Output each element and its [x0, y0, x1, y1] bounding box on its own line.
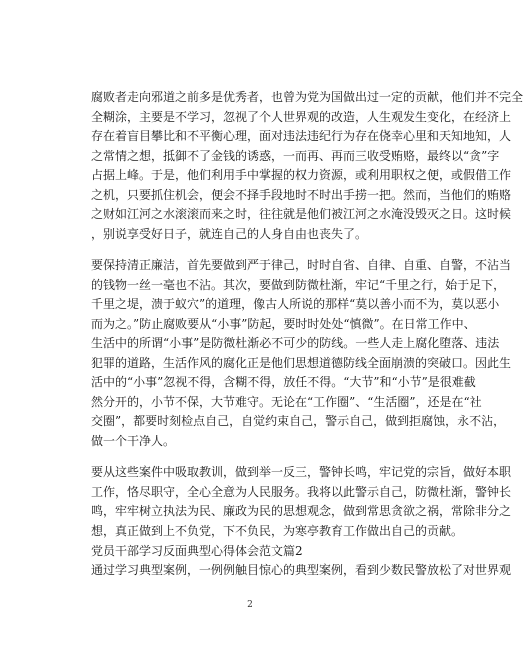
text-line: 要从这些案件中吸取教训，做到举一反三，警钟长鸣，牢记党的宗旨，做好本职 [91, 465, 512, 479]
paragraph-4 [91, 561, 512, 581]
page-number: 2 [247, 600, 253, 610]
text-line: 生活中的所谓“小事”是防微杜渐必不可少的防线。一些人走上腐化堕落、违法 [91, 336, 500, 350]
text-line: ，别说享受好日子，就连自己的人身自由也丧失了。 [91, 226, 368, 241]
text-line: 之财如江河之水滚滚而来之时，往往就是他们被江河之水淹没毁灭之日。这时候 [91, 207, 512, 221]
paragraph-2 [91, 256, 512, 451]
text-line: 之常情之想，抵御不了金钱的诱惑，一而再、再而三收受贿赂，最终以“贪”字 [91, 148, 500, 163]
text-line: 存在着盲目攀比和不平衡心理，面对违法违纪行为存在侥幸心里和天知地知，人 [91, 129, 512, 143]
text-line: 占据上峰。于是，他们利用手中掌握的权力资源，或利用职权之便，或假借工作 [91, 168, 512, 182]
text-line: 鸣，牢牢树立执法为民、廉政为民的思想观念，做到常思贪欲之祸，常除非分之 [91, 504, 512, 518]
text-line: 腐败者走向邪道之前多是优秀者，也曾为党为国做出过一定的贡献，他们并不完全 [91, 90, 523, 104]
text-line: 千里之堤，溃于蚁穴”的道理，像古人所说的那样“莫以善小而不为，莫以恶小 [91, 297, 500, 311]
section-heading [91, 542, 411, 562]
text-line: 然分开的，小节不保，大节难守。无论在“工作圈”、“生活圈”，还是在“社 [91, 394, 482, 409]
text-line: 而为之。”防止腐败要从“小事”防起，要时时处处“慎微”。在日常工作中、 [91, 316, 476, 331]
text-line: 通过学习典型案例，一例例触目惊心的典型案例，看到少数民警放松了对世界观 [91, 563, 512, 577]
text-line: 做一个干净人。 [91, 433, 176, 448]
heading-line: 党员干部学习反面典型心得体会范文篇2 [91, 544, 303, 558]
paragraph-3 [91, 463, 512, 541]
text-line: 的钱物一丝一毫也不沾。其次，要做到防微杜渐，牢记“千里之行，始于足下， [91, 277, 506, 292]
paragraph-1 [91, 88, 523, 244]
text-line: 工作，恪尽职守，全心全意为人民服务。我将以此警示自己，防微杜渐，警钟长 [91, 484, 512, 499]
text-line: 交圈”，都要时刻检点自己，自觉约束自己，警示自己，做到拒腐蚀，永不沾， [91, 414, 506, 428]
text-line: 之机，只要抓住机会，便会不择手段地时不时出手捞一把。然而，当他们的贿赂 [91, 187, 512, 202]
text-line: 活中的“小事”忽视不得，含糊不得，放任不得。“大节”和“小节”是很难截 [91, 375, 476, 389]
text-line: 想，真正做到上不负党，下不负民，为寒亭教育工作做出自己的贡献。 [91, 523, 464, 538]
text-line: 全糊涂，主要是不学习，忽视了个人世界观的改造，人生观发生变化，在经济上 [91, 109, 512, 124]
text-line: 要保持清正廉洁，首先要做到严于律己，时时自省、自律、自重、自警，不沾当 [91, 258, 512, 272]
text-line: 犯罪的道路，生活作风的腐化正是他们思想道德防线全面崩溃的突破口。因此生 [91, 355, 512, 370]
